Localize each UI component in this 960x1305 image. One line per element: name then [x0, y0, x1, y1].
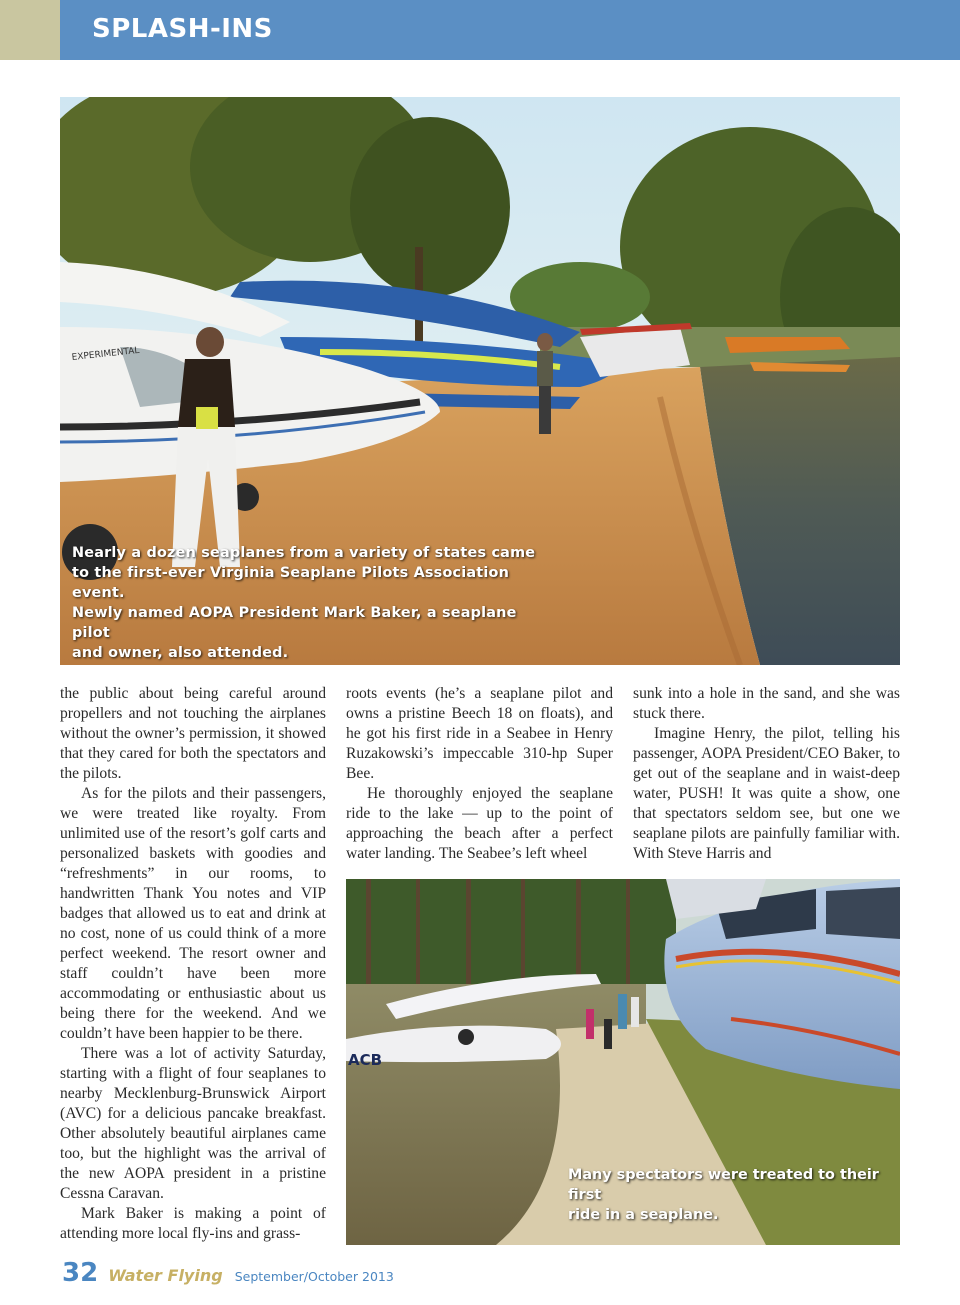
top-photo-caption: Nearly a dozen seaplanes from a variety of states came to the first-ever Virginia Seaplane Pilots Association event. Newly named AOPA President Mark Baker, a seaplane pilot and owner, also attended.	[72, 545, 536, 661]
page-footer	[62, 1258, 394, 1288]
aircraft-registration: ACB	[348, 1051, 383, 1069]
paragraph: Imagine Henry, the pilot, telling his passenger, AOPA President/CEO Baker, to get out of the seaplane and in waist-deep water, PUSH! It was quite a show, one that spectators seldom see, but one we seaplane pilots are painfully familiar with. With Steve Harris and	[633, 725, 900, 862]
paragraph: Mark Baker is making a point of attending more local fly-ins and grass-	[60, 1205, 326, 1242]
bottom-photo	[346, 879, 900, 1245]
page-number: 32	[62, 1258, 99, 1288]
paragraph: He thoroughly enjoyed the seaplane ride to the lake — up to the point of approaching the beach after a perfect water landing. The Seabee’s left wheel	[346, 785, 613, 862]
paragraph: As for the pilots and their passengers, we were treated like royalty. From unlimited use of the resort’s golf carts and personalized baskets with goodies and “refreshments” in our rooms, to handwritten Thank You notes and VIP badges that allowed us to eat and drink at no cost, none of us could think of a more perfect weekend. The resort owner and staff couldn’t have been more accommodating or enthusiastic about us being there for the weekend. And we couldn’t have been happier to be there.	[60, 785, 326, 1042]
article-column-1	[60, 684, 326, 1244]
paragraph: sunk into a hole in the sand, and she was stuck there.	[633, 685, 900, 722]
top-photo	[60, 97, 900, 665]
paragraph: the public about being careful around propellers and not touching the airplanes without the owner’s permission, it showed that they cared for both the spectators and the pilots.	[60, 685, 326, 782]
header-accent-tab	[0, 0, 60, 60]
article-column-3	[633, 684, 900, 864]
issue-date: September/October 2013	[234, 1269, 394, 1284]
section-title: SPLASH-INS	[92, 14, 273, 44]
bottom-photo-caption: Many spectators were treated to their first ride in a seaplane.	[568, 1167, 879, 1223]
experimental-marking: EXPERIMENTAL	[71, 345, 140, 363]
magazine-name: Water Flying	[108, 1266, 223, 1285]
paragraph: There was a lot of activity Saturday, starting with a flight of four seaplanes to nearby Mecklenburg-Brunswick Airport (AVC) for a delicious pancake breakfast. Other absolutely beautiful airplanes came too, but the highlight was the arrival of the new AOPA president in a pristine Cessna Caravan.	[60, 1045, 326, 1202]
article-column-2	[346, 684, 613, 864]
paragraph: roots events (he’s a seaplane pilot and owns a pristine Beech 18 on floats), and he got his first ride in a Seabee in Henry Ruzakowski’s impeccable 310-hp Super Bee.	[346, 685, 613, 782]
